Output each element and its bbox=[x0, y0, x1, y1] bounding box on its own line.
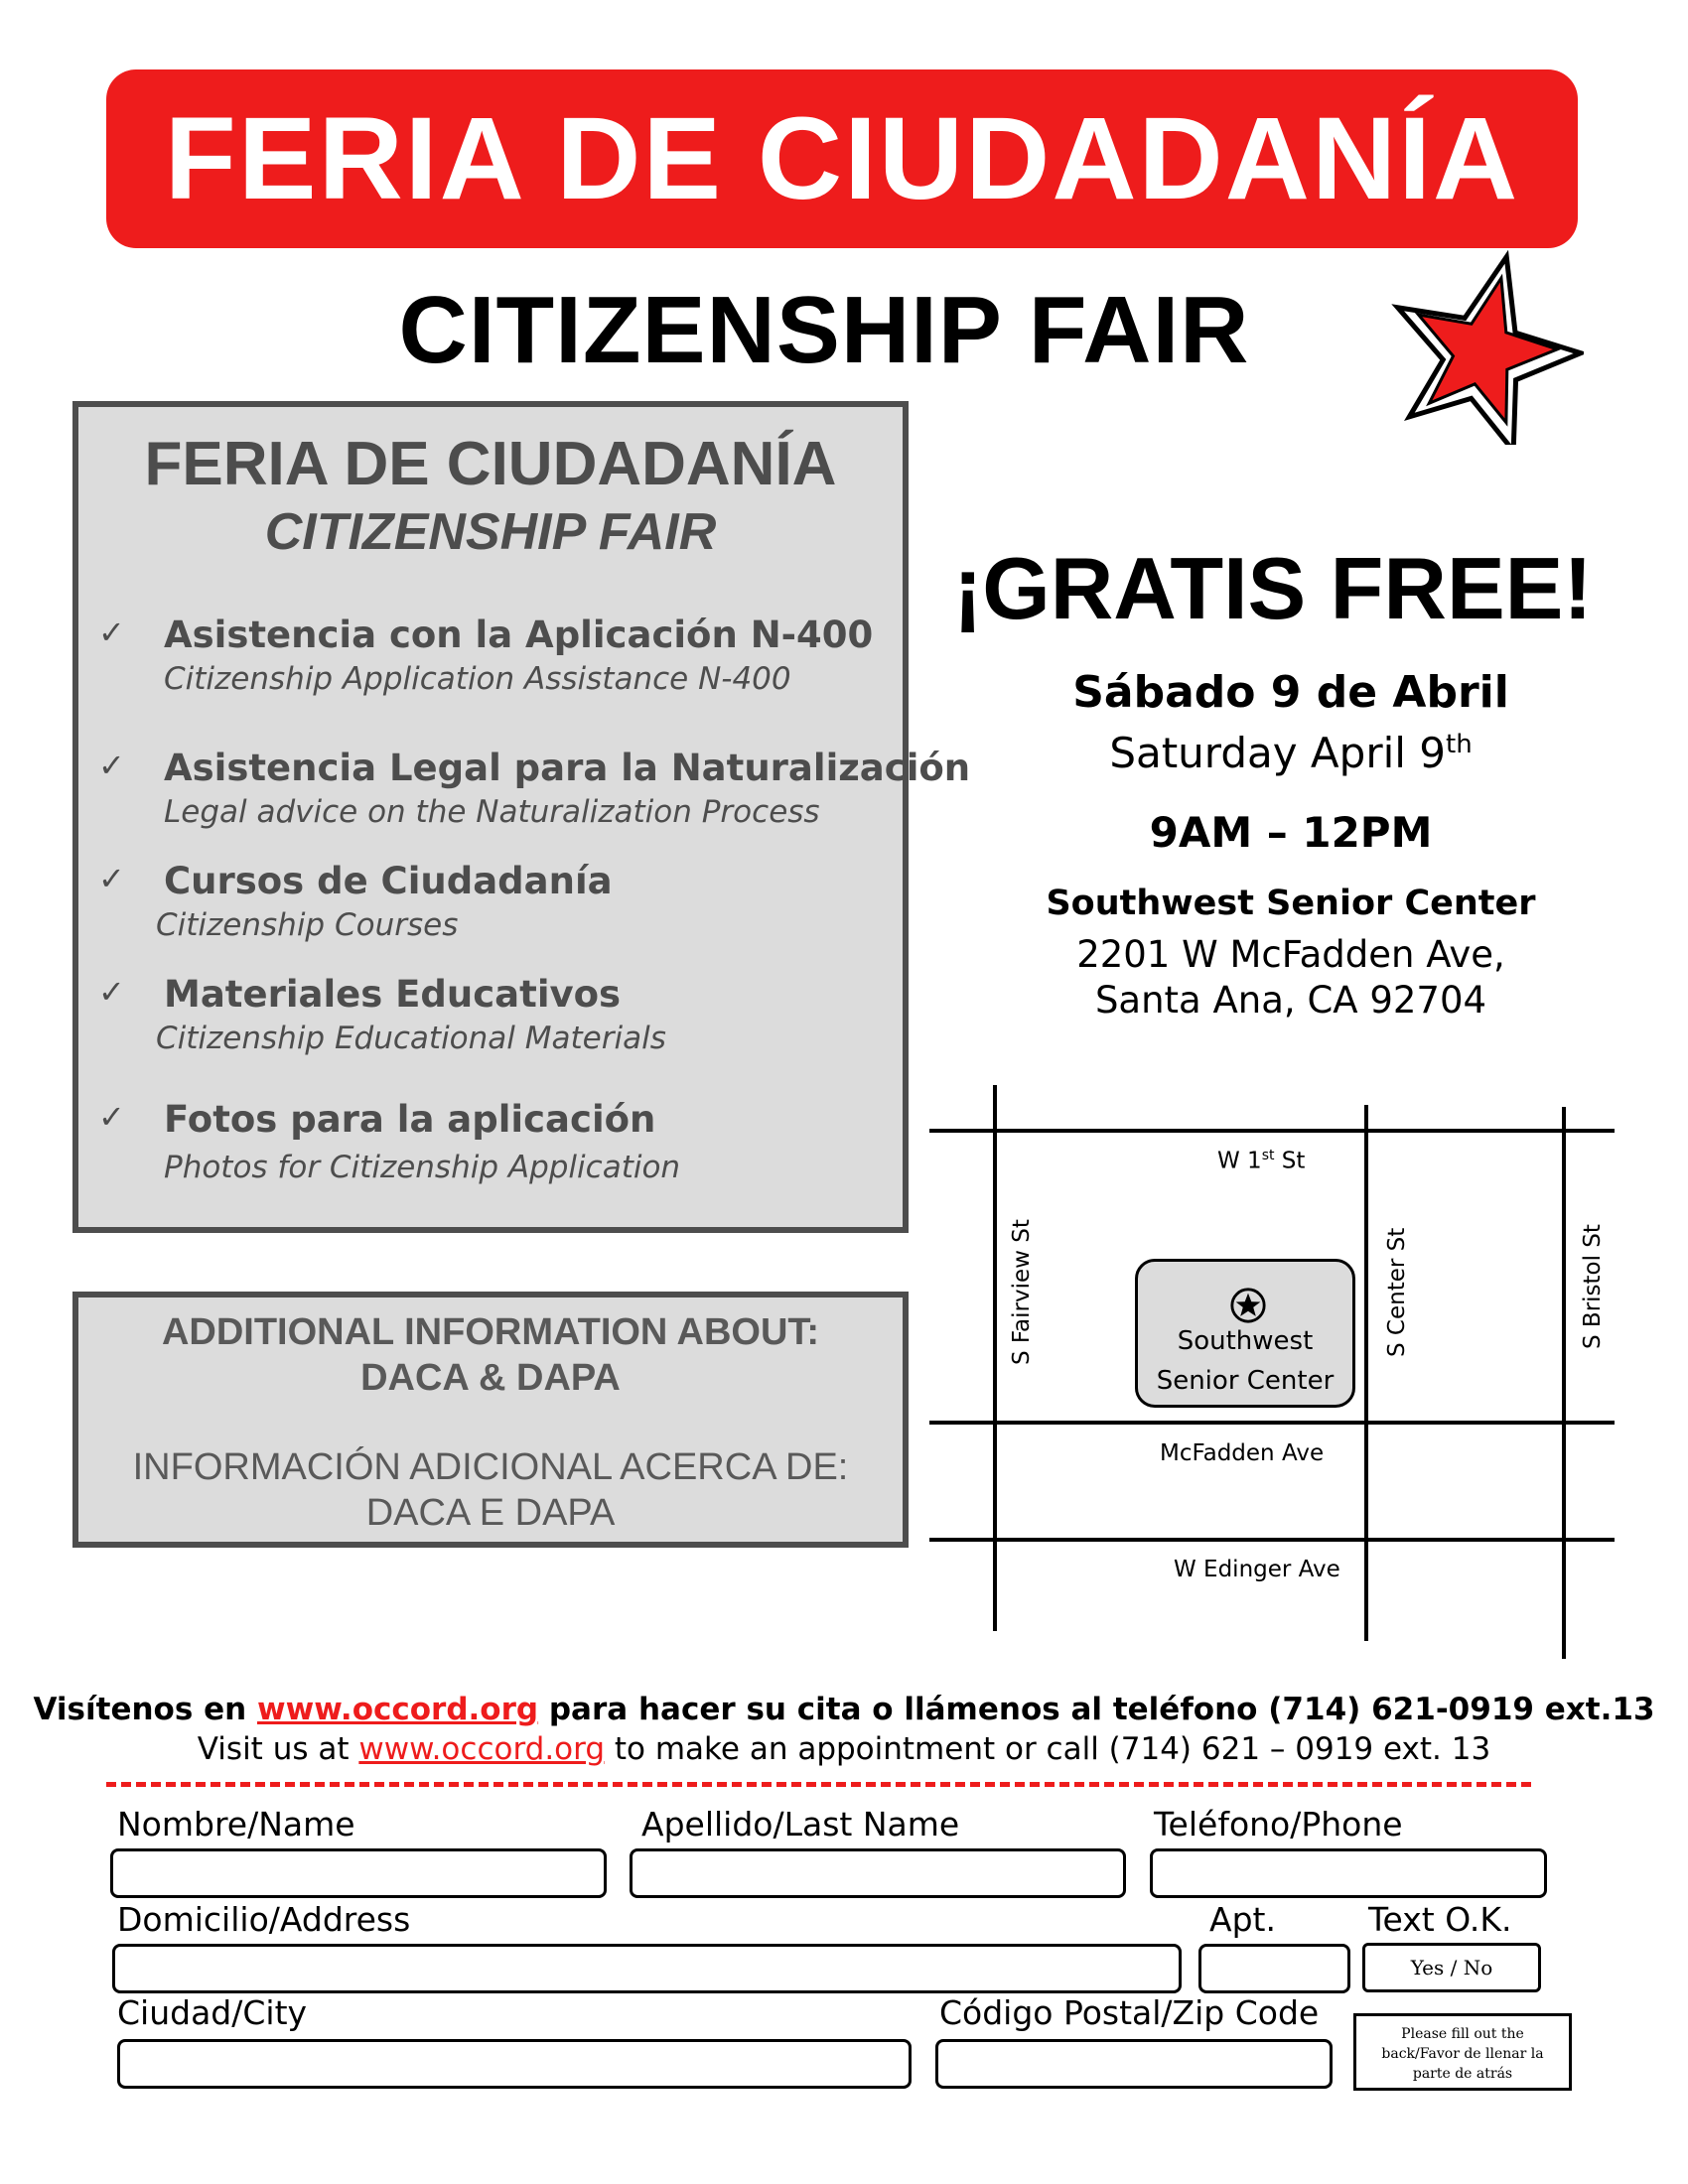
city-field[interactable] bbox=[117, 2039, 912, 2089]
street-w1st-line bbox=[929, 1129, 1615, 1133]
contact-es-suffix: para hacer su cita o llámenos al teléfono (714) 621-0919 ext.13 bbox=[538, 1692, 1655, 1727]
additional-info-box bbox=[72, 1292, 909, 1548]
contact-es bbox=[0, 1692, 1688, 1727]
banner-title: FERIA DE CIUDADANÍA bbox=[164, 93, 1520, 224]
check-icon: ✓ bbox=[98, 860, 125, 897]
services-title: FERIA DE CIUDADANÍA bbox=[144, 430, 837, 498]
label-w1st-text: W 1 bbox=[1217, 1148, 1262, 1174]
check-icon: ✓ bbox=[98, 973, 125, 1011]
event-date-es: Sábado 9 de Abril bbox=[1072, 667, 1509, 718]
website-link-es[interactable]: www.occord.org bbox=[256, 1692, 539, 1727]
header-banner bbox=[106, 69, 1578, 248]
service-item bbox=[78, 1098, 903, 1207]
location-map bbox=[929, 1085, 1624, 1661]
label-w1st bbox=[1217, 1148, 1305, 1174]
service-title-es: Cursos de Ciudadanía bbox=[164, 860, 613, 902]
cut-line-divider bbox=[106, 1782, 1531, 1787]
label-center: S Center St bbox=[1384, 1227, 1410, 1357]
last-name-field[interactable] bbox=[630, 1848, 1126, 1898]
contact-en-suffix: to make an appointment or call (714) 621 – 0919 ext. 13 bbox=[605, 1731, 1491, 1767]
zip-label: Código Postal/Zip Code bbox=[939, 1993, 1320, 2032]
service-title-en: Citizenship Application Assistance N-400 bbox=[164, 661, 791, 697]
fill-back-note: Please fill out the back/Favor de llenar la parte de atrás bbox=[1353, 2013, 1572, 2091]
address-label: Domicilio/Address bbox=[117, 1900, 411, 1939]
event-address-line1: 2201 W McFadden Ave, bbox=[1076, 933, 1505, 976]
service-title-es: Asistencia con la Aplicación N-400 bbox=[164, 614, 874, 656]
apt-field[interactable] bbox=[1198, 1944, 1350, 1993]
event-venue: Southwest Senior Center bbox=[1046, 884, 1536, 923]
service-item bbox=[78, 860, 903, 969]
address-field[interactable] bbox=[112, 1944, 1182, 1993]
service-title-es: Materiales Educativos bbox=[164, 973, 622, 1016]
street-edinger-line bbox=[929, 1538, 1615, 1542]
phone-label: Teléfono/Phone bbox=[1154, 1805, 1403, 1843]
service-title-en: Citizenship Courses bbox=[156, 907, 459, 943]
label-mcfadden: McFadden Ave bbox=[1160, 1440, 1325, 1466]
event-time: 9AM – 12PM bbox=[1149, 808, 1433, 857]
text-ok-option[interactable]: Yes / No bbox=[1362, 1943, 1541, 1992]
event-date-en-text: Saturday April 9 bbox=[1109, 729, 1446, 777]
event-date-en bbox=[953, 729, 1628, 777]
apt-label: Apt. bbox=[1209, 1900, 1276, 1939]
name-field[interactable] bbox=[110, 1848, 607, 1898]
street-mcfadden-line bbox=[929, 1421, 1615, 1425]
check-icon: ✓ bbox=[98, 614, 125, 651]
contact-es-prefix: Visítenos en bbox=[33, 1692, 257, 1727]
text-ok-label: Text O.K. bbox=[1368, 1900, 1512, 1939]
star-icon bbox=[1385, 246, 1584, 445]
page-subtitle: CITIZENSHIP FAIR bbox=[398, 277, 1250, 383]
street-center-line bbox=[1364, 1105, 1368, 1641]
services-subtitle: CITIZENSHIP FAIR bbox=[264, 503, 717, 561]
service-title-es: Asistencia Legal para la Naturalización bbox=[164, 747, 971, 789]
street-fairview-line bbox=[993, 1085, 997, 1631]
event-address-line2: Santa Ana, CA 92704 bbox=[1094, 979, 1487, 1022]
check-icon: ✓ bbox=[98, 747, 125, 784]
name-label: Nombre/Name bbox=[117, 1805, 355, 1843]
label-w1st-tail: St bbox=[1274, 1148, 1306, 1174]
phone-field[interactable] bbox=[1150, 1848, 1547, 1898]
service-title-en: Legal advice on the Naturalization Process bbox=[164, 794, 820, 830]
check-icon: ✓ bbox=[98, 1098, 125, 1136]
service-item bbox=[78, 614, 903, 723]
service-title-en: Citizenship Educational Materials bbox=[156, 1021, 666, 1056]
contact-en-prefix: Visit us at bbox=[197, 1731, 359, 1767]
service-title-en: Photos for Citizenship Application bbox=[164, 1150, 681, 1185]
label-bristol: S Bristol St bbox=[1580, 1224, 1606, 1349]
last-name-label: Apellido/Last Name bbox=[641, 1805, 960, 1843]
label-fairview: S Fairview St bbox=[1009, 1219, 1035, 1365]
additional-info-en: ADDITIONAL INFORMATION ABOUT: DACA & DAPA bbox=[161, 1311, 820, 1399]
additional-info-es: INFORMACIÓN ADICIONAL ACERCA DE: DACA E DAPA bbox=[132, 1446, 849, 1534]
label-w1st-suffix: st bbox=[1261, 1148, 1275, 1163]
map-building-marker bbox=[1135, 1259, 1355, 1408]
services-box bbox=[72, 401, 971, 1233]
event-date-en-suffix: th bbox=[1446, 730, 1473, 759]
city-label: Ciudad/City bbox=[117, 1993, 308, 2032]
service-title-es: Fotos para la aplicación bbox=[164, 1098, 656, 1141]
website-link-en[interactable]: www.occord.org bbox=[358, 1731, 606, 1767]
service-item bbox=[78, 973, 903, 1082]
free-heading: ¡GRATIS FREE! bbox=[953, 539, 1593, 637]
label-edinger: W Edinger Ave bbox=[1174, 1557, 1340, 1582]
street-bristol-line bbox=[1562, 1107, 1566, 1659]
map-building-name: Southwest Senior Center bbox=[1156, 1326, 1335, 1396]
zip-field[interactable] bbox=[935, 2039, 1333, 2089]
service-item bbox=[78, 747, 971, 856]
contact-en bbox=[0, 1731, 1688, 1767]
location-star-icon bbox=[1229, 1287, 1267, 1324]
